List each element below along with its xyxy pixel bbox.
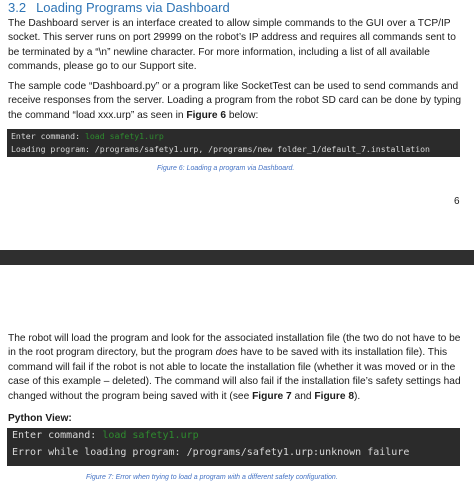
emphasis-text: does — [215, 347, 238, 359]
document-page-7 — [0, 265, 474, 491]
section-title: Loading Programs via Dashboard — [36, 0, 230, 15]
code-prompt: Enter command: — [12, 430, 103, 441]
code-line-error: Error while loading program: /programs/safety1.urp:unknown failure — [12, 447, 410, 458]
figure-caption: Figure 7: Error when trying to load a program with a different safety configuration. — [86, 474, 338, 481]
figure-reference: Figure 7 — [252, 390, 292, 402]
code-line-enter-command — [11, 131, 164, 141]
page-number: 6 — [454, 196, 460, 207]
paragraph-text: The robot will load the program and look for the associated installation file (the two do not have to be in the root program directory, but the program — [8, 333, 461, 359]
paragraph-load-behavior — [8, 332, 468, 404]
code-block-error — [7, 428, 460, 466]
code-command: load safety1.urp — [102, 430, 199, 441]
figure-caption: Figure 6: Loading a program via Dashboard. — [157, 165, 295, 172]
figure-reference: Figure 8 — [314, 390, 355, 402]
code-line-output: Loading program: /programs/safety1.urp, /programs/new folder_1/default_7.installation — [11, 144, 430, 154]
paragraph-sample-code — [8, 80, 468, 123]
code-command: load safety1.urp — [84, 131, 164, 141]
page-divider — [0, 250, 474, 265]
paragraph-text: have to be saved with its installation file). This command will fail if the robot is not able to locate the installation file (whether it was moved or in the case of this example – deleted). The command will also fail if the installation file’s safety settings had changed without the program being saved with it (see — [8, 347, 461, 402]
paragraph-text: and — [291, 390, 315, 402]
python-view-label: Python View: — [8, 413, 72, 424]
paragraph-text: ). — [354, 390, 361, 402]
code-prompt: Enter command: — [11, 131, 85, 141]
paragraph-dashboard-intro: The Dashboard server is an interface created to allow simple commands to the GUI over a TCP/IP socket. This server runs on port 29999 on the robot’s IP address and requires all commands sent to be terminated by a “\n” newline character. For more information, including a list of all available commands, please go to our Support site. — [8, 18, 456, 73]
section-number: 3.2 — [8, 0, 27, 15]
section-heading — [8, 0, 230, 15]
paragraph-text: The sample code “Dashboard.py” or a program like SocketTest can be used to send commands and receive responses from the server. Loading a program from the robot SD card can be done by typing the command “load xxx.urp” as seen in — [8, 81, 462, 121]
paragraph-text: below: — [226, 109, 259, 121]
code-block-loading — [7, 129, 460, 157]
code-line-enter-command — [12, 430, 199, 441]
figure-reference: Figure 6 — [186, 109, 227, 121]
